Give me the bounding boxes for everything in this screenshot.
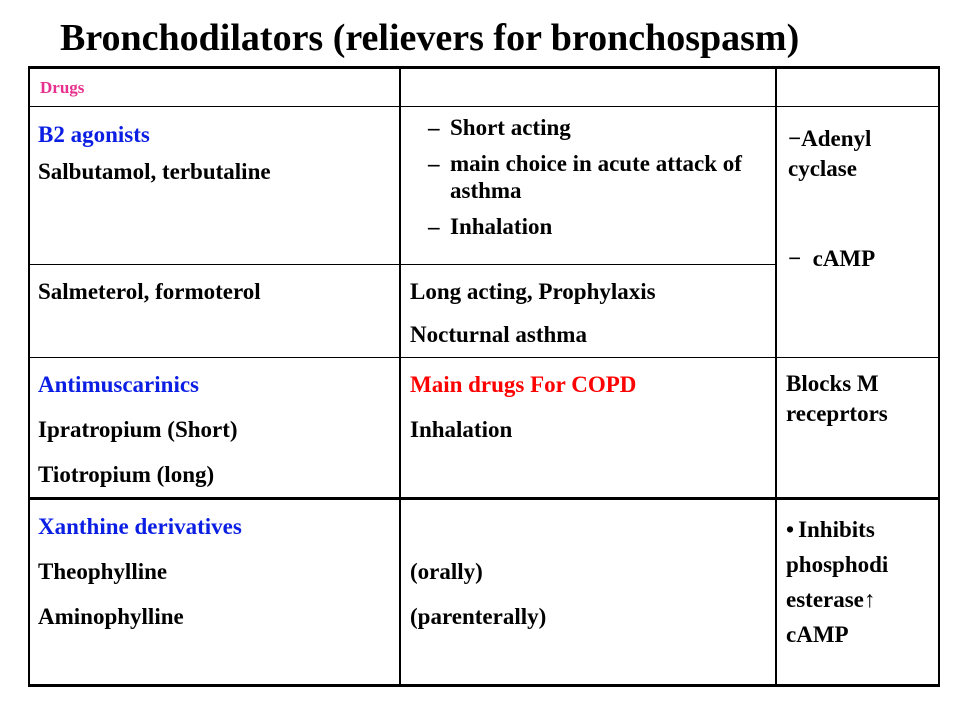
b2-note-item: – Short acting	[428, 115, 571, 140]
col-divider-1	[399, 66, 401, 686]
salmeterol-note: Nocturnal asthma	[410, 322, 587, 347]
xanthines-class-name: Xanthine derivatives	[38, 514, 242, 539]
dash-icon: –	[428, 151, 440, 176]
xanthines-mechanism-cell	[786, 512, 936, 652]
antimuscarinics-drugs-cell	[38, 366, 393, 493]
dash-icon: –	[428, 214, 440, 239]
minus-icon: −	[788, 246, 802, 271]
xanthines-mechanism-line: • Inhibits	[786, 512, 936, 547]
xanthines-notes-cell	[410, 553, 770, 635]
b2-notes-cell	[428, 114, 768, 249]
table-border-bottom	[28, 684, 940, 687]
b2-drug-names: Salbutamol, terbutaline	[38, 159, 271, 184]
b2-mechanism-line: − cAMP	[788, 246, 876, 271]
antimuscarinics-mechanism-cell	[786, 369, 934, 429]
row-divider-b2	[28, 264, 776, 265]
b2-mechanism-line: −Adenyl	[788, 126, 872, 151]
xanthines-drug-name: Aminophylline	[38, 604, 184, 629]
salmeterol-drugs-cell	[38, 273, 393, 310]
row-divider-antimuscarinics	[28, 497, 940, 500]
antimuscarinics-mechanism-line: Blocks M	[786, 371, 879, 396]
xanthines-note: (parenterally)	[410, 604, 547, 629]
table-border-left	[28, 66, 30, 687]
antimuscarinics-notes-cell	[410, 366, 770, 448]
b2-drugs-cell	[38, 116, 393, 190]
antimuscarinics-drug-name: Ipratropium (Short)	[38, 417, 238, 442]
xanthines-drug-name: Theophylline	[38, 559, 168, 584]
salmeterol-note: Long acting, Prophylaxis	[410, 279, 656, 304]
antimuscarinics-class-name: Antimuscarinics	[38, 372, 199, 397]
antimuscarinics-note: Main drugs For COPD	[410, 372, 637, 397]
antimuscarinics-drug-name: Tiotropium (long)	[38, 462, 215, 487]
col-divider-2	[775, 66, 777, 686]
antimuscarinics-mechanism-line: receprtors	[786, 401, 888, 426]
page-title: Bronchodilators (relievers for bronchospasm)	[60, 17, 800, 59]
bullet-icon: •	[786, 517, 795, 542]
b2-note-item: – Inhalation	[428, 214, 553, 239]
dash-icon: –	[428, 115, 440, 140]
minus-icon: −	[788, 126, 802, 151]
xanthines-mechanism-line: esterase↑	[786, 587, 876, 612]
b2-note-item: – main choice in acute attack of asthma	[428, 151, 742, 203]
row-divider-header	[28, 106, 940, 107]
b2-class-name: B2 agonists	[38, 122, 150, 147]
b2-mechanism-line: cyclase	[788, 156, 857, 181]
antimuscarinics-note: Inhalation	[410, 417, 513, 442]
up-arrow-icon: ↑	[863, 587, 876, 612]
salmeterol-notes-cell	[410, 273, 770, 353]
xanthines-mechanism-line: phosphodi	[786, 552, 889, 577]
xanthines-note: (orally)	[410, 559, 483, 584]
row-divider-salmeterol	[28, 357, 940, 358]
xanthines-drugs-cell	[38, 508, 393, 635]
xanthines-mechanism-line: cAMP	[786, 622, 849, 647]
table-border-top	[28, 66, 940, 69]
b2-mechanism-cell	[788, 124, 934, 274]
header-drugs: Drugs	[40, 78, 85, 97]
salmeterol-drug-names: Salmeterol, formoterol	[38, 279, 261, 304]
table-border-right	[938, 66, 940, 687]
spacer	[788, 184, 934, 244]
